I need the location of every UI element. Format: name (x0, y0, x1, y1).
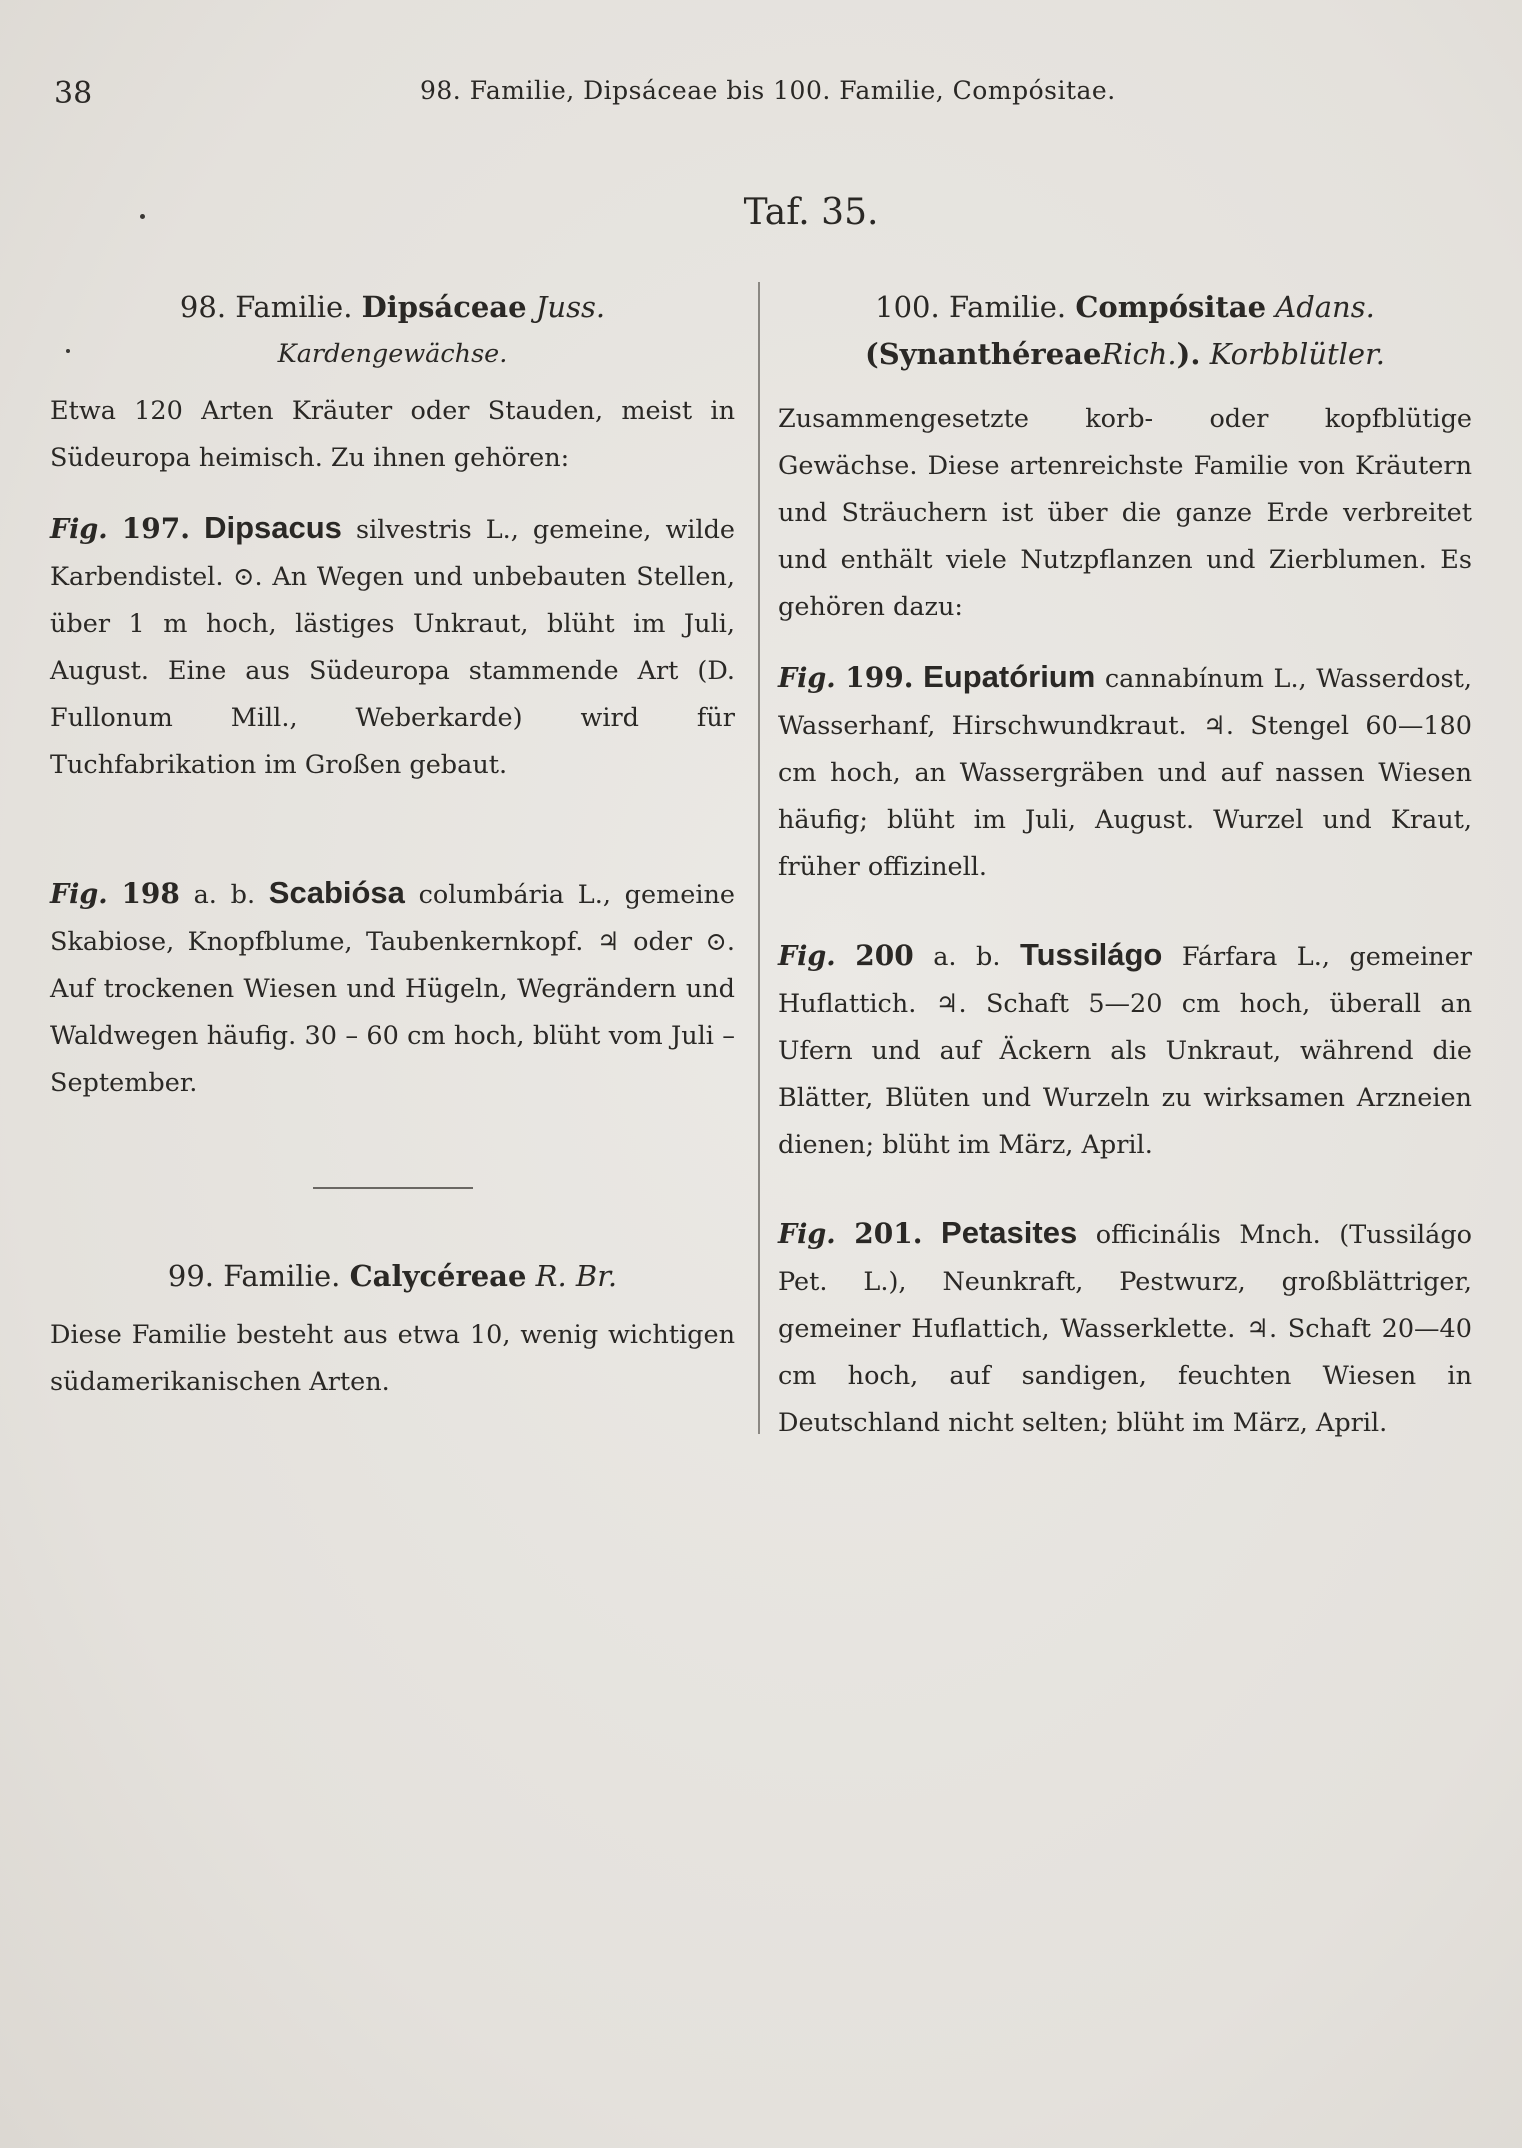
fig-subparts: a. b. (933, 942, 1001, 972)
family-name: Compósitae (1075, 290, 1267, 324)
family-98-intro: Etwa 120 Arten Kräuter oder Stauden, meist in Südeuropa heimisch. Zu ihnen gehören: (50, 396, 735, 473)
family-common-name: Korbblütler. (1209, 337, 1385, 371)
family-author: Juss. (535, 290, 606, 324)
fig-number: 201. (854, 1217, 923, 1250)
species-description: silvestris L., gemeine, wilde Karbendistel. ⊙. An Wegen und unbebauten Stellen, über 1 m hoch, lästiges Unkraut, blüht im Juli, August. Eine aus Südeuropa stammende Art (D. Fullonum Mill., Weberkarde) wird für Tuchfabrikation im Großen gebaut. (50, 515, 736, 780)
fig-label: Fig. (778, 941, 836, 972)
fig-number: 200 (855, 939, 914, 972)
plate-title: Taf. 35. (743, 192, 879, 233)
family-98-common-name: Kardengewächse. (277, 339, 508, 369)
family-99-text: Diese Familie besteht aus etwa 10, wenig wichtigen südamerikanischen Arten. (50, 1320, 735, 1397)
fig-200-entry (778, 931, 1472, 1169)
column-divider (758, 282, 760, 1434)
genus-name: Scabiósa (268, 875, 405, 910)
family-98-heading (50, 284, 735, 331)
synonym-close: ). (1176, 337, 1201, 371)
genus-name: Eupatórium (923, 659, 1096, 694)
fig-label: Fig. (50, 514, 108, 545)
genus-name: Dipsacus (204, 510, 342, 545)
family-prefix: 100. Familie. (875, 290, 1067, 324)
family-prefix: 99. Familie. (167, 1259, 341, 1293)
species-description: columbária L., gemeine Skabiose, Knopfblume, Taubenkernkopf. ♃ oder ⊙. Auf trockenen Wiesen und Hügeln, Wegrändern und Waldwegen häufig. 30 – 60 cm hoch, blüht vom Juli – September. (50, 880, 736, 1098)
family-author: Adans. (1275, 290, 1375, 324)
right-column (778, 284, 1472, 1447)
fig-label: Fig. (50, 879, 108, 910)
family-synonym: (Synanthéreae (865, 337, 1102, 371)
family-99-heading (50, 1253, 735, 1300)
fig-label: Fig. (778, 663, 836, 694)
family-100-heading (778, 284, 1472, 378)
fig-198-entry (50, 869, 735, 1107)
fig-label: Fig. (778, 1219, 836, 1250)
family-prefix: 98. Familie. (179, 290, 353, 324)
family-100-intro: Zusammengesetzte korb- oder kopfblütige Gewächse. Diese artenreichste Familie von Kräutern und Sträuchern ist über die ganze Erde verbreitet und enthält viele Nutzpflanzen und Zierblumen. Es gehören dazu: (778, 404, 1472, 622)
synonym-author: Rich. (1101, 337, 1177, 371)
family-author: R. Br. (535, 1259, 618, 1293)
fig-201-entry (778, 1209, 1472, 1447)
fig-number: 198 (121, 877, 180, 910)
fig-number: 197. (121, 512, 190, 545)
genus-name: Petasites (941, 1215, 1078, 1250)
species-description: Fárfara L., gemeiner Huflattich. ♃. Schaft 5—20 cm hoch, überall an Ufern und auf Äckern als Unkraut, während die Blätter, Blüten und Wurzeln zu wirksamen Arzneien dienen; blüht im März, April. (778, 942, 1472, 1160)
fig-199-entry (778, 653, 1472, 891)
page-number: 38 (54, 76, 93, 111)
fig-subparts: a. b. (193, 880, 256, 910)
left-column (50, 284, 735, 1406)
running-title: 98. Familie, Dipsáceae bis 100. Familie, Compósitae. (420, 76, 1116, 105)
fig-number: 199. (845, 661, 914, 694)
genus-name: Tussilágo (1019, 937, 1163, 972)
species-description: cannabínum L., Wasserdost, Wasserhanf, Hirschwundkraut. ♃. Stengel 60—180 cm hoch, an Wassergräben und auf nassen Wiesen häufig; blüht im Juli, August. Wurzel und Kraut, früher offizinell. (778, 664, 1472, 882)
species-description: officinális Mnch. (Tussilágo Pet. L.), Neunkraft, Pestwurz, großblättriger, gemeiner Huflattich, Wasserklette. ♃. Schaft 20—40 cm hoch, auf sandigen, feuchten Wiesen in Deutschland nicht selten; blüht im März, April. (778, 1220, 1473, 1438)
family-name: Calycéreae (349, 1259, 527, 1293)
family-name: Dipsáceae (361, 290, 527, 324)
fig-197-entry (50, 504, 735, 789)
